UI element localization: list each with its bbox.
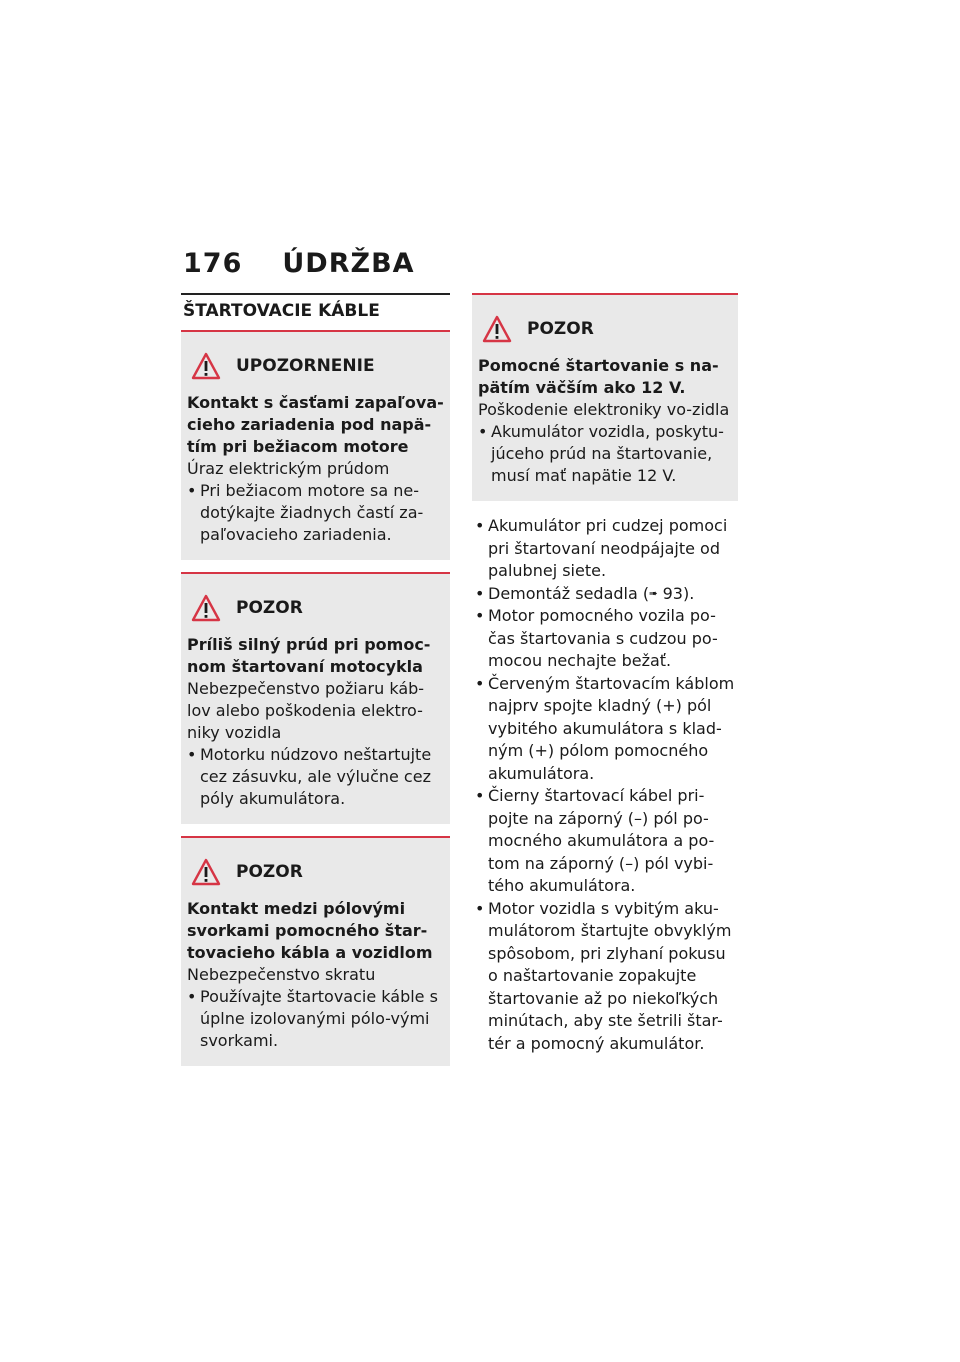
box-title: POZOR: [527, 319, 594, 339]
hazard-consequence: Nebezpečenstvo požiaru káb-lov alebo poškodenia elektro-niky vozidla: [187, 679, 425, 742]
step-reference: 93).: [657, 583, 695, 603]
box-title: POZOR: [236, 862, 303, 882]
hazard-consequence: Úraz elektrickým prúdom: [187, 459, 390, 478]
procedure-step: • Čierny štartovací kábel pri-pojte na záporný (–) pól po-mocného akumulátora a po-tom na záporný (–) pól vybi-tého akumulátora.: [475, 785, 738, 898]
box-title: UPOZORNENIE: [236, 356, 375, 376]
page-number: 176: [183, 248, 243, 279]
procedure-step: • Akumulátor pri cudzej pomoci pri štartovaní neodpájajte od palubnej siete.: [475, 515, 738, 583]
measure-item: • Motorku núdzovo neštartujte cez zásuvku, ale výlučne cez póly akumulátora.: [187, 744, 444, 810]
procedure-step: • Červeným štartovacím káblom najprv spojte kladný (+) pól vybitého akumulátora s klad-ným (+) pólom pomocného akumulátora.: [475, 673, 738, 786]
warning-triangle-icon: [191, 352, 221, 380]
measure-list: [187, 986, 444, 1052]
chapter-title: ÚDRŽBA: [282, 248, 415, 279]
arrow-right-icon: ➠: [649, 587, 658, 599]
box-title: POZOR: [236, 598, 303, 618]
right-column: [472, 293, 738, 1055]
page-header: [183, 248, 415, 279]
hazard-lead: Príliš silný prúd pri pomoc-nom štartovaní motocykla: [187, 635, 431, 676]
hazard-lead: Pomocné štartovanie s na-pätím väčším ako 12 V.: [478, 356, 719, 397]
hazard-consequence: Poškodenie elektroniky vo-zidla: [478, 400, 730, 419]
hazard-consequence: Nebezpečenstvo skratu: [187, 965, 376, 984]
warning-triangle-icon: [191, 594, 221, 622]
measure-item: • Používajte štartovacie káble s úplne izolovanými pólo-vými svorkami.: [187, 986, 444, 1052]
measure-list: [478, 421, 732, 487]
procedure-step: • Motor vozidla s vybitým aku-mulátorom štartujte obvyklým spôsobom, pri zlyhaní pokusu o naštartovanie zopakujte štartovanie až po niekoľkých minútach, aby ste šetrili štar-tér a pomocný akumulátor.: [475, 898, 738, 1056]
step-text: Demontáž sedadla (: [488, 583, 650, 603]
measure-item: • Akumulátor vozidla, poskytu-júceho prúd na štartovanie, musí mať napätie 12 V.: [478, 421, 732, 487]
procedure-step: • Motor pomocného vozila po-čas štartovania s cudzou po-mocou nechajte bežať.: [475, 605, 738, 673]
section-title: ŠTARTOVACIE KÁBLE: [183, 301, 380, 321]
measure-item: • Pri bežiacom motore sa ne-dotýkajte žiadnych častí za-paľovacieho zariadenia.: [187, 480, 444, 546]
left-column: [181, 293, 450, 1066]
measure-list: [187, 480, 444, 546]
caution-box-short-circuit: [181, 836, 450, 1066]
procedure-steps: [472, 515, 738, 1055]
warning-box-upozornenie: [181, 330, 450, 560]
caution-box-current: [181, 572, 450, 824]
warning-triangle-icon: [482, 315, 512, 343]
warning-triangle-icon: [191, 858, 221, 886]
procedure-step: [475, 583, 738, 606]
hazard-lead: Kontakt medzi pólovými svorkami pomocného štar-tovacieho kábla a vozidlom: [187, 899, 433, 962]
caution-box-voltage: [472, 293, 738, 501]
hazard-lead: Kontakt s časťami zapaľova-cieho zariadenia pod napä-tím pri bežiacom motore: [187, 393, 444, 456]
measure-list: [187, 744, 444, 810]
